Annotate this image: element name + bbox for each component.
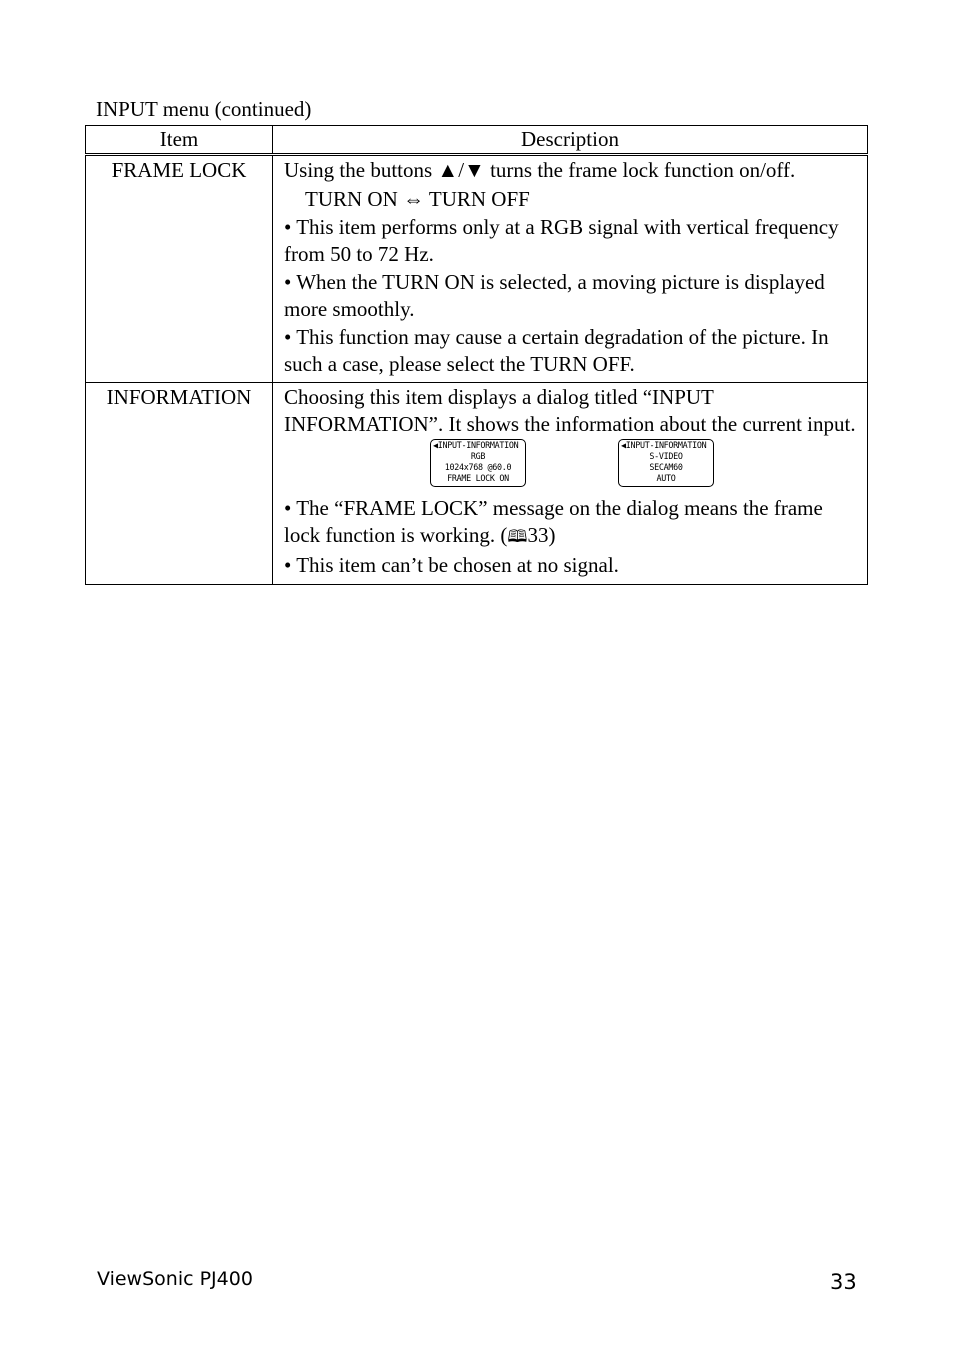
description-frame-lock: [273, 155, 868, 383]
frame-lock-note-1: • This item performs only at a RGB signal with vertical frequency from 50 to 72 Hz.: [284, 215, 839, 266]
header-item: Item: [86, 126, 273, 155]
information-intro: Choosing this item displays a dialog titled “INPUT INFORMATION”. It shows the information about the current input.: [284, 385, 856, 436]
table-row-frame-lock: [86, 155, 868, 383]
page-caption: INPUT menu (continued): [96, 97, 312, 121]
footer-product: ViewSonic PJ400: [97, 1268, 253, 1290]
dialog-svideo-line-2: SECAM60: [649, 462, 683, 472]
item-frame-lock: FRAME LOCK: [86, 155, 273, 383]
dialog-rgb-title: ◀INPUT-INFORMATION: [433, 440, 519, 450]
frame-lock-line-1: Using the buttons ▲/▼ turns the frame lock function on/off.: [284, 158, 796, 182]
information-note-1: [284, 495, 859, 550]
dialog-rgb: [430, 439, 526, 487]
dialog-examples: [284, 439, 859, 491]
page-number: 33: [830, 1270, 857, 1294]
book-icon: 🕮: [507, 526, 528, 546]
table-header-row: [86, 126, 868, 155]
dialog-svideo-title: ◀INPUT-INFORMATION: [621, 440, 707, 450]
information-note-2: • This item can’t be chosen at no signal.: [284, 553, 619, 577]
dialog-svideo-line-1: S-VIDEO: [649, 451, 683, 461]
frame-lock-note-3: • This function may cause a certain degradation of the picture. In such a case, please select the TURN OFF.: [284, 325, 829, 376]
dialog-rgb-line-2: 1024x768 @60.0: [444, 462, 512, 472]
item-information: INFORMATION: [86, 383, 273, 585]
dialog-svideo-line-3: AUTO: [656, 473, 676, 483]
frame-lock-note-2: • When the TURN ON is selected, a moving picture is displayed more smoothly.: [284, 270, 825, 321]
dialog-rgb-line-3: FRAME LOCK ON: [447, 473, 509, 483]
input-menu-table: [85, 125, 868, 585]
dialog-rgb-line-1: RGB: [470, 451, 486, 461]
information-note-1-text: • The “FRAME LOCK” message on the dialog means the frame lock function is working. (: [284, 496, 823, 547]
description-information: [273, 383, 868, 585]
table-row-information: [86, 383, 868, 585]
frame-lock-toggle-line: TURN ON ⇔ TURN OFF: [305, 186, 530, 211]
dialog-svideo: [618, 439, 714, 487]
header-description: Description: [273, 126, 868, 155]
information-note-1-ref: 33): [527, 522, 556, 547]
